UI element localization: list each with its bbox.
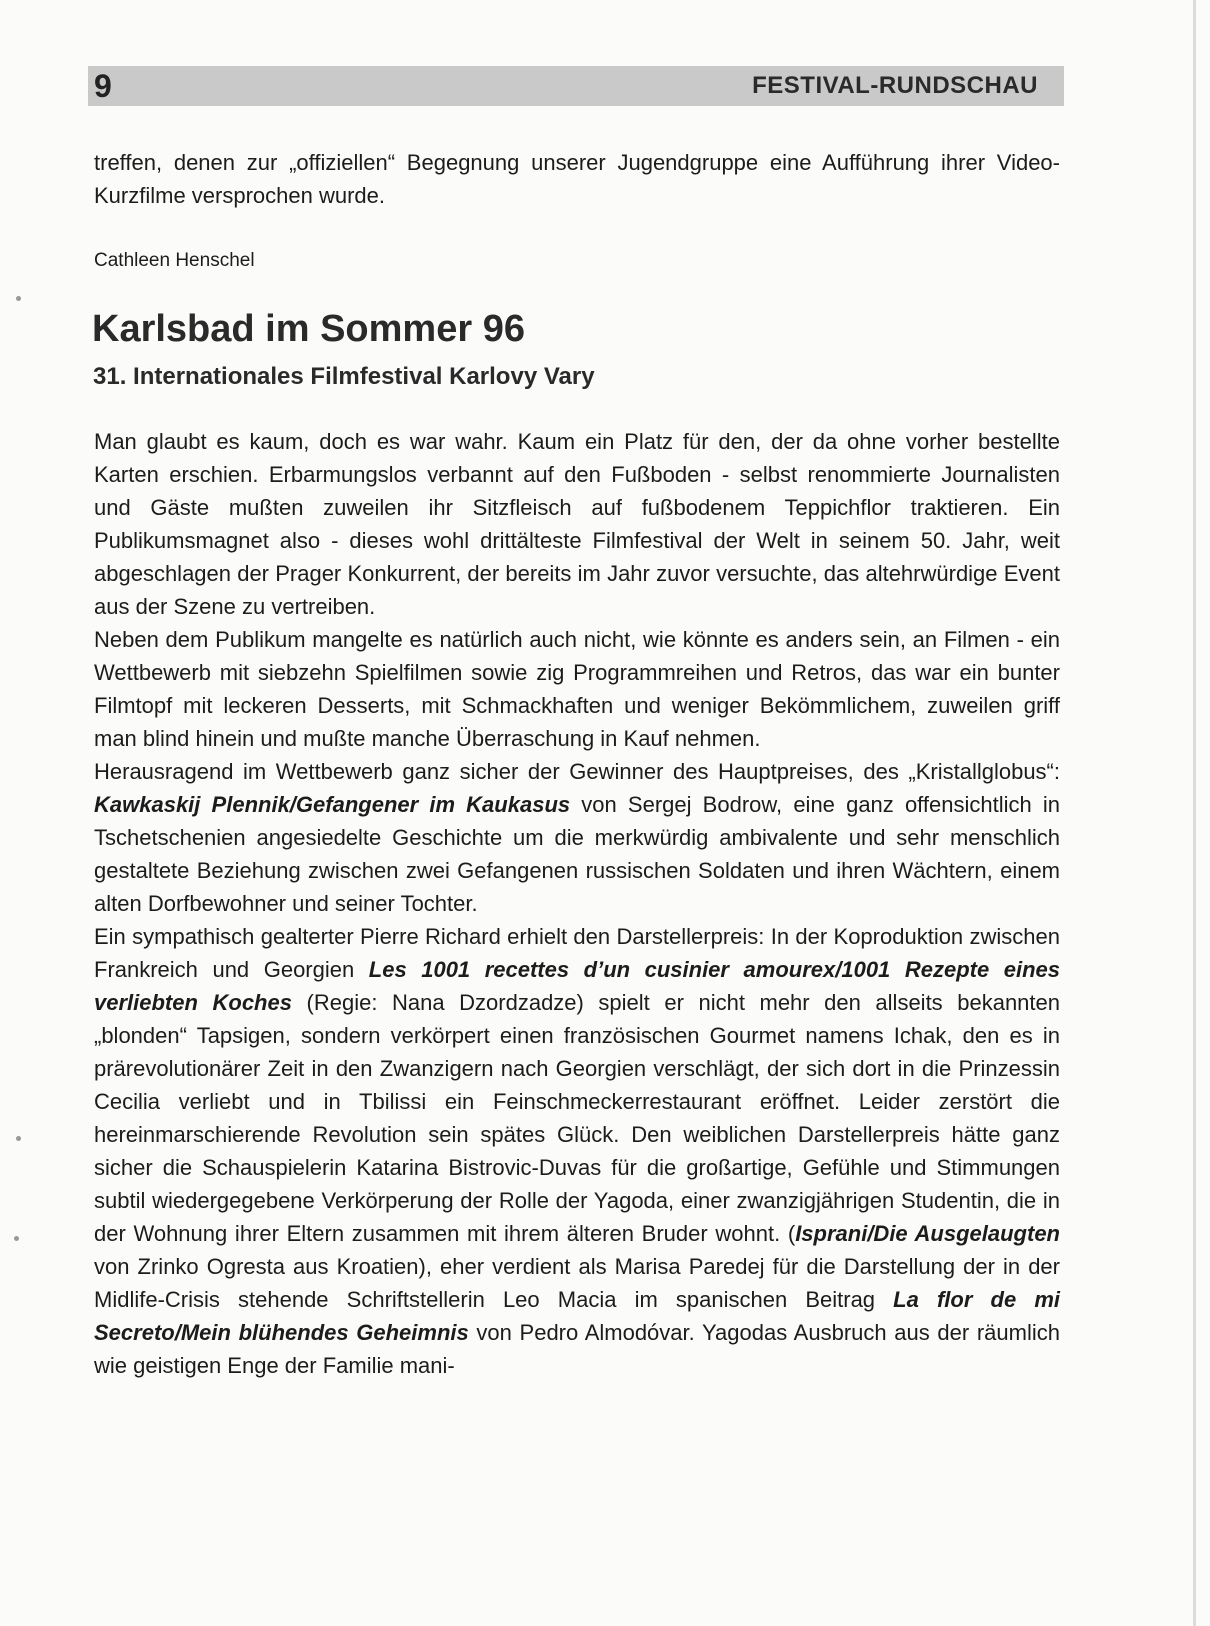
paragraph-3-text: von Sergej Bodrow, eine ganz offensichtlich in Tschetschenien angesiedelte Geschichte um die merkwürdig ambivalente und sehr menschlich gestaltete Beziehung zwischen zwei Gefangenen russischen Soldaten und ihren Wächtern, einem alten Dorfbewohner und seiner Tochter. [94, 792, 1061, 916]
article-subheadline: 31. Internationales Filmfestival Karlovy Vary [93, 363, 595, 390]
film-title: Isprani/Die Ausgelaugten [795, 1221, 1060, 1246]
film-title: La flor de mi Secreto/Mein blühendes Geheimnis [94, 1287, 1061, 1345]
article-body [94, 425, 1060, 1382]
paragraph-4 [94, 920, 1060, 1382]
film-title: Kawkaskij Plennik/Gefangener im Kaukasus [94, 792, 571, 817]
paragraph-1: Man glaubt es kaum, doch es war wahr. Kaum ein Platz für den, der da ohne vorher bestellte Karten erschien. Erbarmungslos verbannt auf den Fußboden - selbst renommierte Journalisten und Gäste mußten zuweilen ihr Sitzfleisch auf fußbodenem Teppichflor traktieren. Ein Publikumsmagnet also - dieses wohl drittälteste Filmfestival der Welt in seinem 50. Jahr, weit abgeschlagen der Prager Konkurrent, der bereits im Jahr zuvor versuchte, das altehrwürdige Event aus der Szene zu vertreiben. [94, 429, 1060, 619]
page-edge [1193, 0, 1196, 1626]
section-title: FESTIVAL-RUNDSCHAU [752, 72, 1038, 99]
page-number: 9 [94, 68, 112, 104]
author-name: Cathleen Henschel [94, 250, 255, 271]
paragraph-3-text: Herausragend im Wettbewerb ganz sicher der Gewinner des Hauptpreises, des „Kristallglobus“: [94, 759, 1060, 784]
paragraph-4-text: von Zrinko Ogresta aus Kroatien), eher verdient als Marisa Paredej für die Darstellung der in der Midlife-Crisis stehende Schriftstellerin Leo Macia im spanischen Beitrag [94, 1254, 1060, 1312]
intro-paragraph: treffen, denen zur „offiziellen“ Begegnung unserer Jugendgruppe eine Aufführung ihrer Video-Kurzfilme versprochen wurde. [94, 150, 1060, 208]
paragraph-2: Neben dem Publikum mangelte es natürlich auch nicht, wie könnte es anders sein, an Filmen - ein Wettbewerb mit siebzehn Spielfilmen sowie zig Programmreihen und Retros, das war ein bunter Filmtopf mit leckeren Desserts, mit Schmackhaften und weniger Bekömmlichem, zuweilen griff man blind hinein und mußte manche Überraschung in Kauf nehmen. [94, 627, 1060, 751]
paragraph-4-text: Ein sympathisch gealterter Pierre Richard erhielt den Darstellerpreis: In der Koproduktion zwischen Frankreich und Georgien [94, 924, 1060, 982]
film-title: Les 1001 recettes d’un cusinier amourex/1001 Rezepte eines verliebten Koches [94, 957, 1060, 1015]
page-header-bar [88, 66, 1064, 106]
scan-speck [16, 296, 21, 301]
scan-speck [16, 1136, 21, 1141]
article-headline: Karlsbad im Sommer 96 [92, 308, 525, 350]
paragraph-3 [94, 755, 1060, 920]
paragraph-4-text: (Regie: Nana Dzordzadze) spielt er nicht mehr den allseits bekannten „blonden“ Tapsigen, sondern verkörpert einen französischen Gourmet namens Ichak, den es in prärevolutionärer Zeit in den Zwanzigern nach Georgien verschlägt, der sich dort in die Prinzessin Cecilia verliebt und in Tbilissi ein Feinschmeckerrestaurant eröffnet. Leider zerstört die hereinmarschierende Revolution sein spätes Glück. Den weiblichen Darstellerpreis hätte ganz sicher die Schauspielerin Katarina Bistrovic-Duvas für die großartige, Gefühle und Stimmungen subtil wiedergegebene Verkörperung der Rolle der Yagoda, einer zwanzigjährigen Studentin, die in der Wohnung ihrer Eltern zusammen mit ihrem älteren Bruder wohnt. ( [94, 990, 1060, 1246]
scan-speck [14, 1236, 19, 1241]
paragraph-4-text: von Pedro Almodóvar. Yagodas Ausbruch aus der räumlich wie geistigen Enge der Familie mani- [94, 1320, 1060, 1378]
